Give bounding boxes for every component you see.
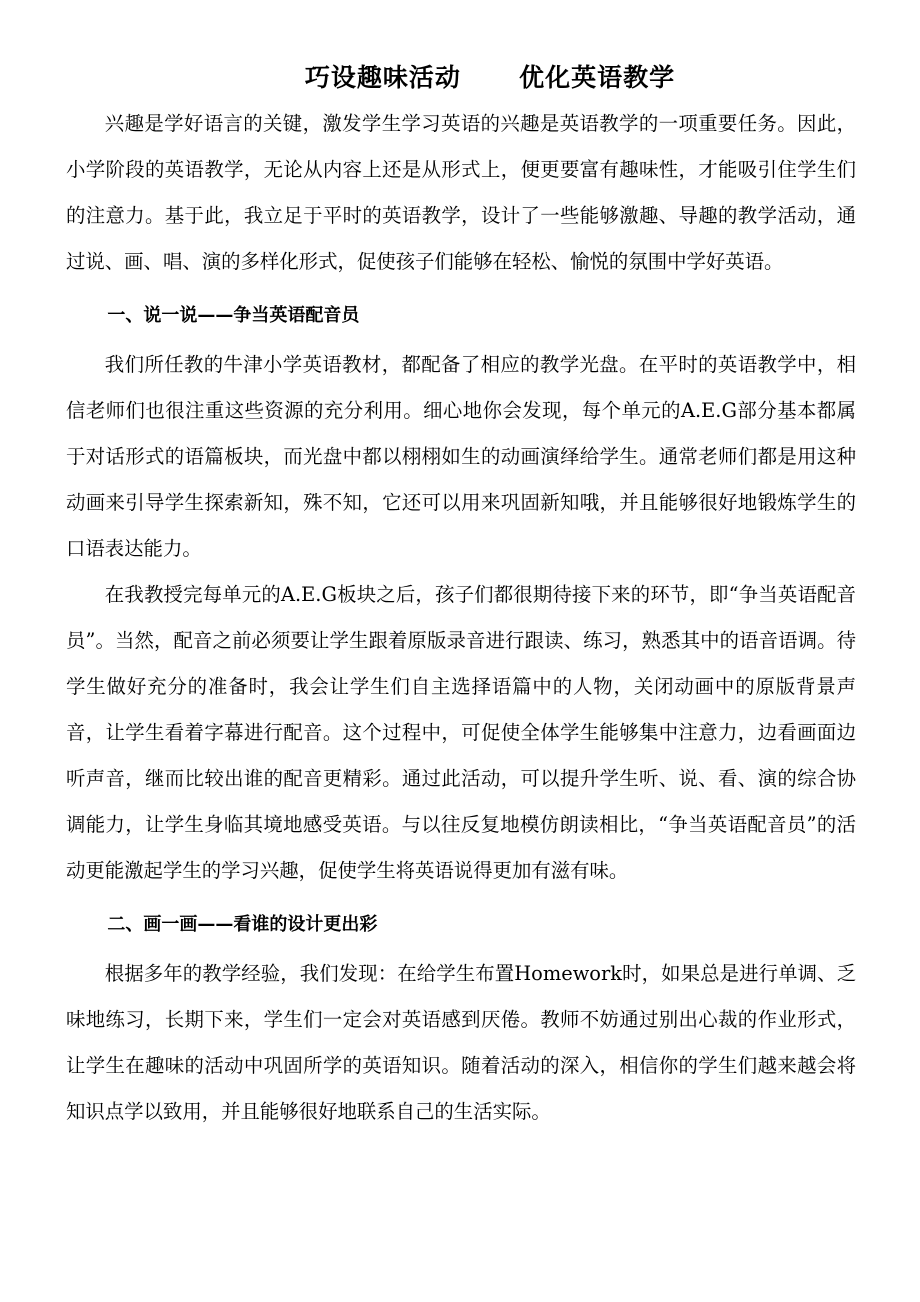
section-1-paragraph-2: 在我教授完每单元的A.E.G板块之后，孩子们都很期待接下来的环节，即“争当英语配音员”。当然，配音之前必须要让学生跟着原版录音进行跟读、练习，熟悉其中的语音语调。待学生做好充分的准备时，我会让学生们自主选择语篇中的人物，关闭动画中的原版背景声音，让学生看着字幕进行配音。这个过程中，可促使全体学生能够集中注意力，边看画面边听声音，继而比较出谁的配音更精彩。通过此活动，可以提升学生听、说、看、演的综合协调能力，让学生身临其境地感受英语。与以往反复地模仿朗读相比，“争当英语配音员”的活动更能激起学生的学习兴趣，促使学生将英语说得更加有滋有味。 — [66, 583, 856, 882]
section-heading-2: 二、画一画——看谁的设计更出彩 — [107, 914, 378, 935]
document-title: 巧设趣味活动 优化英语教学 — [304, 63, 676, 92]
document-body — [66, 101, 856, 1135]
intro-paragraph: 兴趣是学好语言的关键，激发学生学习英语的兴趣是英语教学的一项重要任务。因此，小学阶段的英语教学，无论从内容上还是从形式上，便更要富有趣味性，才能吸引住学生们的注意力。基于此，我立足于平时的英语教学，设计了一些能够激趣、导趣的教学活动，通过说、画、唱、演的多样化形式，促使孩子们能够在轻松、愉悦的氛围中学好英语。 — [66, 112, 856, 273]
section-2-paragraph-1: 根据多年的教学经验，我们发现：在给学生布置Homework时，如果总是进行单调、乏味地练习，长期下来，学生们一定会对英语感到厌倦。教师不妨通过别出心裁的作业形式，让学生在趣味的活动中巩固所学的英语知识。随着活动的深入，相信你的学生们越来越会将知识点学以致用，并且能够很好地联系自己的生活实际。 — [66, 962, 856, 1123]
section-1-paragraph-1: 我们所任教的牛津小学英语教材，都配备了相应的教学光盘。在平时的英语教学中，相信老师们也很注重这些资源的充分利用。细心地你会发现，每个单元的A.E.G部分基本都属于对话形式的语篇板块，而光盘中都以栩栩如生的动画演绎给学生。通常老师们都是用这种动画来引导学生探索新知，殊不知，它还可以用来巩固新知哦，并且能够很好地锻炼学生的口语表达能力。 — [66, 353, 856, 560]
section-heading-1: 一、说一说——争当英语配音员 — [107, 305, 360, 326]
